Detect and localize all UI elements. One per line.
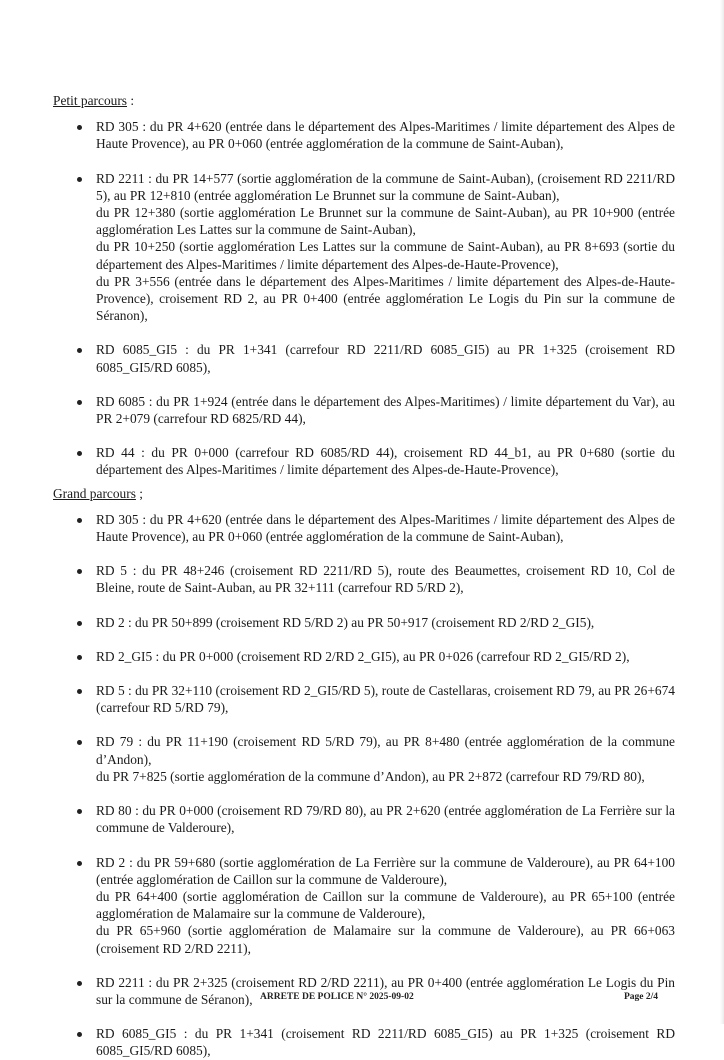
section-heading-petit-parcours: Petit parcours : xyxy=(53,93,135,108)
bullet-icon xyxy=(77,621,82,626)
footer-document-title: ARRETE DE POLICE N° 2025-09-02 xyxy=(260,992,414,1002)
page-edge xyxy=(720,0,724,1024)
bullet-icon xyxy=(77,125,82,130)
list-item: RD 305 : du PR 4+620 (entrée dans le département des Alpes-Maritimes / limite département des Alpes de Haute Provence), au PR 0+060 (entrée agglomération de la commune de Saint-Auban), xyxy=(53,511,675,545)
bullet-icon xyxy=(77,569,82,574)
bullet-icon xyxy=(77,348,82,353)
list-item: RD 80 : du PR 0+000 (croisement RD 79/RD 80), au PR 2+620 (entrée agglomération de La Ferrière sur la commune de Valderoure), xyxy=(53,802,675,836)
bullet-icon xyxy=(77,655,82,660)
bullet-icon xyxy=(77,400,82,405)
list-item: RD 6085_GI5 : du PR 1+341 (croisement RD 2211/RD 6085_GI5) au PR 1+325 (croisement RD 6085_GI5/RD 6085), xyxy=(53,1025,675,1059)
list-item: RD 6085 : du PR 1+924 (entrée dans le département des Alpes-Maritimes) / limite département du Var), au PR 2+079 (carrefour RD 6825/RD 44), xyxy=(53,393,675,427)
list-item: RD 44 : du PR 0+000 (carrefour RD 6085/RD 44), croisement RD 44_b1, au PR 0+680 (sortie du département des Alpes-Maritimes / limite département des Alpes-de-Haute-Provence), xyxy=(53,444,675,478)
bullet-icon xyxy=(77,740,82,745)
petit-parcours-list xyxy=(53,118,675,478)
list-item: RD 5 : du PR 48+246 (croisement RD 2211/RD 5), route des Beaumettes, croisement RD 10, Col de Bleine, route de Saint-Auban, au PR 32+111 (carrefour RD 5/RD 2), xyxy=(53,562,675,596)
list-item: RD 2_GI5 : du PR 0+000 (croisement RD 2/RD 2_GI5), au PR 0+026 (carrefour RD 2_GI5/RD 2), xyxy=(53,648,675,665)
document-body xyxy=(53,92,675,1060)
list-item: RD 6085_GI5 : du PR 1+341 (carrefour RD 2211/RD 6085_GI5) au PR 1+325 (croisement RD 6085_GI5/RD 6085), xyxy=(53,341,675,375)
list-item: RD 2 : du PR 50+899 (croisement RD 5/RD 2) au PR 50+917 (croisement RD 2/RD 2_GI5), xyxy=(53,614,675,631)
list-item: RD 2 : du PR 59+680 (sortie agglomération de La Ferrière sur la commune de Valderoure), au PR 64+100 (entrée agglomération de Caillon sur la commune de Valderoure), du PR 64+400 (sortie agglomération de Caillon sur la commune de Valderoure), au PR 65+100 (entrée agglomération de Malamaire sur la commune de Valderoure), du PR 65+960 (sortie agglomération de Malamaire sur la commune de Valderoure), au PR 66+063 (croisement RD 2/RD 2211), xyxy=(53,854,675,957)
list-item: RD 305 : du PR 4+620 (entrée dans le département des Alpes-Maritimes / limite département des Alpes de Haute Provence), au PR 0+060 (entrée agglomération de la commune de Saint-Auban), xyxy=(53,118,675,152)
footer-page-number: Page 2/4 xyxy=(624,992,659,1002)
bullet-icon xyxy=(77,451,82,456)
bullet-icon xyxy=(77,861,82,866)
list-item: RD 2211 : du PR 14+577 (sortie agglomération de la commune de Saint-Auban), (croisement RD 2211/RD 5), au PR 12+810 (entrée agglomération Le Brunnet sur la commune de Saint-Auban), du PR 12+380 (sortie agglomération Le Brunnet sur la commune de Saint-Auban), au PR 10+900 (entrée agglomération Les Lattes sur la commune de Saint-Auban), du PR 10+250 (sortie agglomération Les Lattes sur la commune de Saint-Auban), au PR 8+693 (sortie du département des Alpes-Maritimes / limite département des Alpes-de-Haute-Provence), du PR 3+556 (entrée dans le département des Alpes-Maritimes / limite département des Alpes-de-Haute-Provence), croisement RD 2, au PR 0+400 (entrée agglomération Le Logis du Pin sur la commune de Séranon), xyxy=(53,170,675,325)
bullet-icon xyxy=(77,981,82,986)
section-heading-grand-parcours: Grand parcours ; xyxy=(53,485,143,501)
grand-parcours-list xyxy=(53,511,675,1060)
bullet-icon xyxy=(77,689,82,694)
bullet-icon xyxy=(77,809,82,814)
bullet-icon xyxy=(77,1032,82,1037)
list-item: RD 5 : du PR 32+110 (croisement RD 2_GI5/RD 5), route de Castellaras, croisement RD 79, au PR 26+674 (carrefour RD 5/RD 79), xyxy=(53,682,675,716)
bullet-icon xyxy=(77,518,82,523)
list-item: RD 79 : du PR 11+190 (croisement RD 5/RD 79), au PR 8+480 (entrée agglomération de la commune d’Andon), du PR 7+825 (sortie agglomération de la commune d’Andon), au PR 2+872 (carrefour RD 79/RD 80), xyxy=(53,733,675,785)
list-item: RD 2211 : du PR 2+325 (croisement RD 2/RD 2211), au PR 0+400 (entrée agglomération Le Logis du Pin sur la commune de Séranon), xyxy=(53,974,675,1008)
bullet-icon xyxy=(77,177,82,182)
